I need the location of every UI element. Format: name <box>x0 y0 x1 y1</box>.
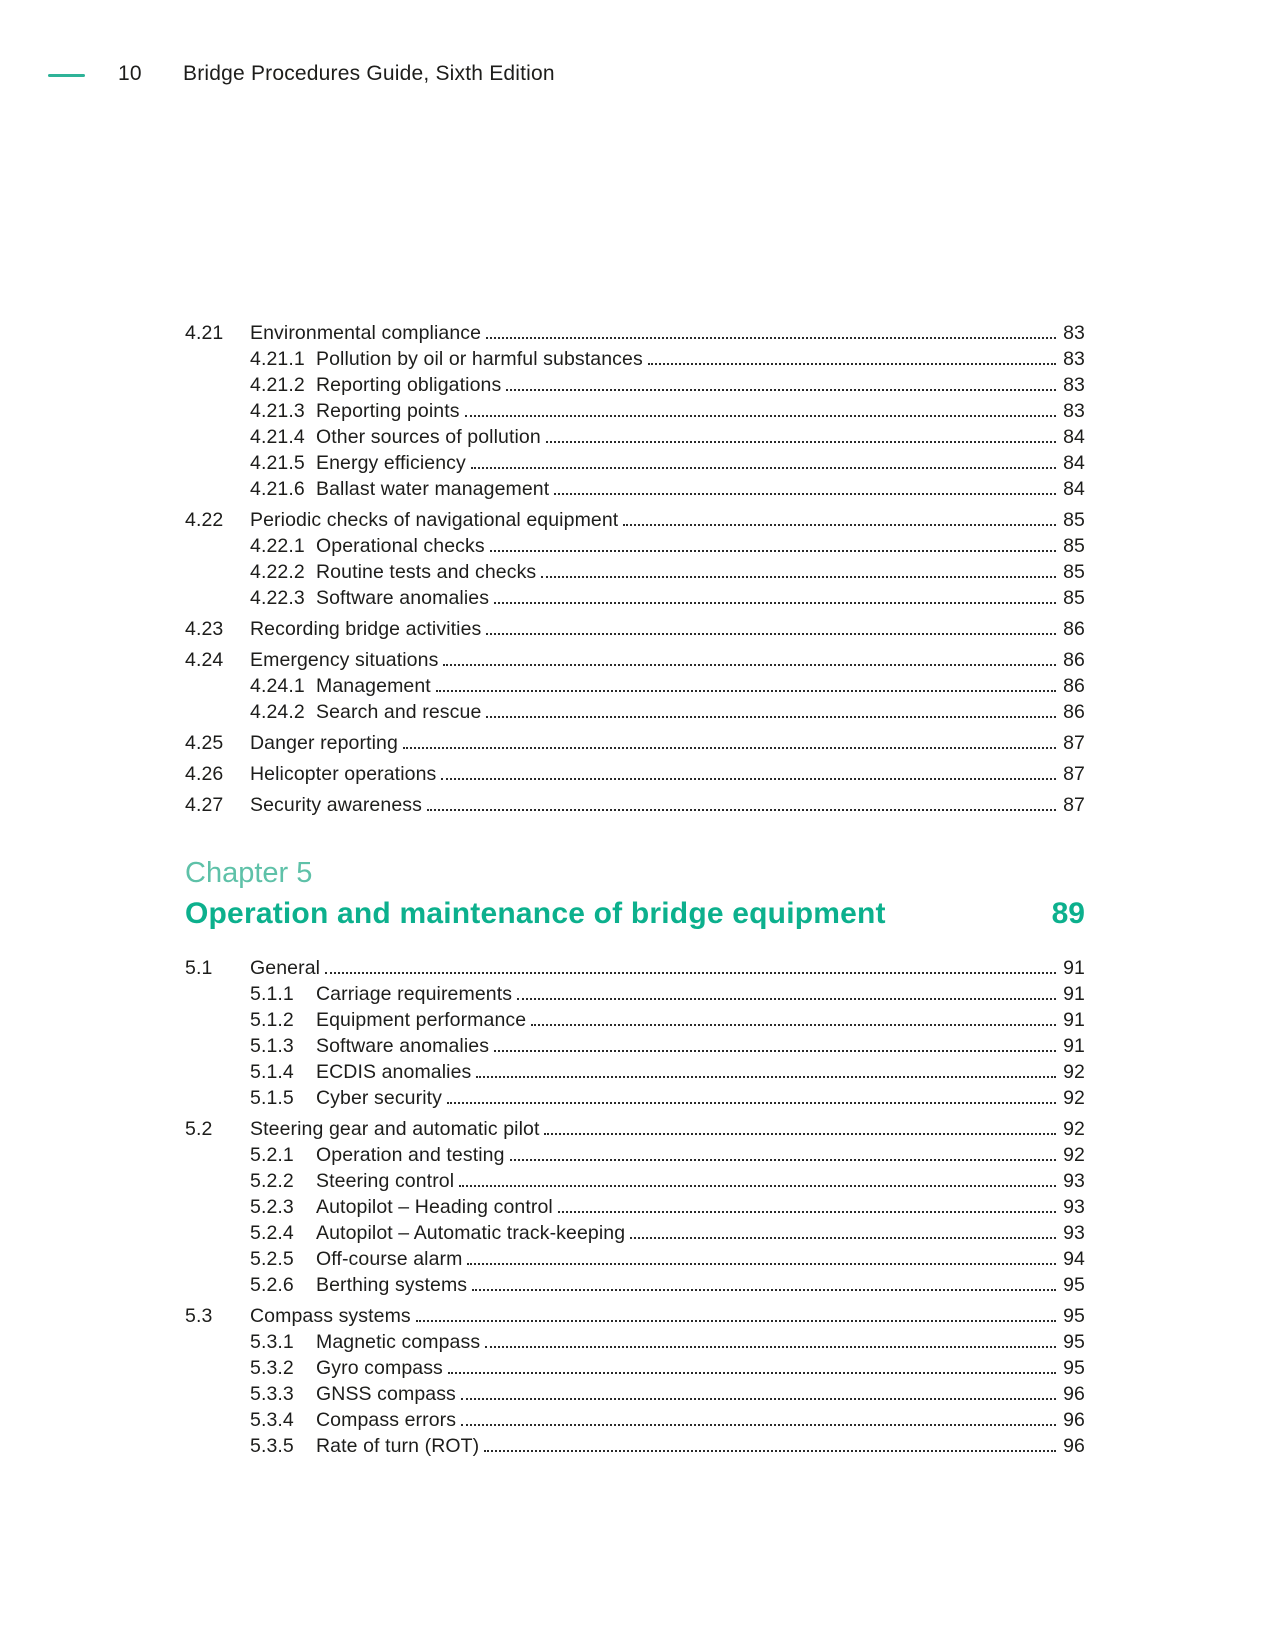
entry-title: Periodic checks of navigational equipment <box>250 509 619 531</box>
entry-number: 4.22.3 <box>250 587 305 609</box>
toc-entry <box>185 587 1085 613</box>
toc-entry <box>185 1409 1085 1435</box>
toc-entry <box>185 675 1085 701</box>
entry-title: Steering control <box>316 1169 455 1192</box>
dot-leader <box>443 664 1056 666</box>
toc-entry <box>185 426 1085 452</box>
dot-leader <box>427 809 1056 811</box>
entry-number: 5.1.2 <box>250 1008 294 1031</box>
dot-leader <box>517 998 1056 1000</box>
page-number: 10 <box>118 62 142 85</box>
toc-entry <box>185 374 1085 400</box>
toc-entry <box>185 649 1085 675</box>
toc-entry <box>185 1009 1085 1035</box>
entry-page-number: 86 <box>1063 649 1085 671</box>
entry-number: 5.3.2 <box>250 1356 294 1379</box>
chapter-title-row <box>185 897 1085 931</box>
entry-page-number: 93 <box>1063 1169 1085 1192</box>
entry-page-number: 83 <box>1063 348 1085 370</box>
dot-leader <box>472 1289 1056 1291</box>
dot-leader <box>541 576 1056 578</box>
entry-page-number: 84 <box>1063 478 1085 500</box>
chapter-heading <box>185 858 1085 931</box>
entry-title: Compass errors <box>316 1408 457 1431</box>
toc-section-4-block <box>185 322 1085 820</box>
entry-number: 5.2.3 <box>250 1195 294 1218</box>
dot-leader <box>630 1237 1056 1239</box>
toc-entry <box>185 1170 1085 1196</box>
entry-title: Emergency situations <box>250 649 439 671</box>
entry-title: Environmental compliance <box>250 322 482 344</box>
dot-leader <box>403 747 1056 749</box>
entry-title: General <box>250 956 321 979</box>
toc-entry <box>185 1248 1085 1274</box>
toc-entry <box>185 983 1085 1009</box>
entry-page-number: 85 <box>1063 561 1085 583</box>
entry-number: 5.2 <box>185 1117 213 1140</box>
entry-title: Search and rescue <box>316 701 482 723</box>
entry-number: 5.3.5 <box>250 1434 294 1457</box>
dot-leader <box>441 778 1056 780</box>
toc-section-5-block <box>185 957 1085 1461</box>
entry-page-number: 95 <box>1063 1273 1085 1296</box>
entry-title: Energy efficiency <box>316 452 466 474</box>
entry-page-number: 83 <box>1063 400 1085 422</box>
dot-leader <box>486 716 1056 718</box>
dot-leader <box>461 1398 1056 1400</box>
entry-number: 4.26 <box>185 763 224 785</box>
dot-leader <box>494 1050 1056 1052</box>
entry-page-number: 96 <box>1063 1408 1085 1431</box>
dot-leader <box>476 1076 1056 1078</box>
entry-number: 4.24 <box>185 649 224 671</box>
table-of-contents <box>185 322 1085 1461</box>
entry-page-number: 91 <box>1063 982 1085 1005</box>
entry-title: Equipment performance <box>316 1008 527 1031</box>
entry-number: 4.24.2 <box>250 701 305 723</box>
dot-leader <box>486 337 1056 339</box>
entry-page-number: 85 <box>1063 587 1085 609</box>
toc-entry <box>185 1087 1085 1113</box>
entry-page-number: 91 <box>1063 1008 1085 1031</box>
entry-title: Gyro compass <box>316 1356 443 1379</box>
dot-leader <box>471 467 1056 469</box>
entry-page-number: 85 <box>1063 509 1085 531</box>
entry-number: 5.1.3 <box>250 1034 294 1057</box>
entry-title: Reporting obligations <box>316 374 502 396</box>
entry-page-number: 86 <box>1063 701 1085 723</box>
entry-number: 4.21.3 <box>250 400 305 422</box>
entry-page-number: 86 <box>1063 618 1085 640</box>
toc-entry <box>185 1035 1085 1061</box>
entry-page-number: 95 <box>1063 1304 1085 1327</box>
entry-title: Magnetic compass <box>316 1330 481 1353</box>
entry-page-number: 84 <box>1063 452 1085 474</box>
toc-entry <box>185 794 1085 820</box>
entry-number: 4.21.1 <box>250 348 305 370</box>
entry-number: 5.2.5 <box>250 1247 294 1270</box>
toc-entry <box>185 701 1085 727</box>
entry-number: 4.21.4 <box>250 426 305 448</box>
entry-number: 5.1.4 <box>250 1060 294 1083</box>
entry-page-number: 92 <box>1063 1143 1085 1166</box>
entry-page-number: 85 <box>1063 535 1085 557</box>
entry-title: ECDIS anomalies <box>316 1060 472 1083</box>
dot-leader <box>506 389 1056 391</box>
dot-leader <box>558 1211 1056 1213</box>
entry-number: 5.2.1 <box>250 1143 294 1166</box>
dot-leader <box>465 415 1056 417</box>
entry-number: 4.21.5 <box>250 452 305 474</box>
toc-entry <box>185 618 1085 644</box>
entry-title: Danger reporting <box>250 732 398 754</box>
toc-entry <box>185 763 1085 789</box>
entry-page-number: 92 <box>1063 1117 1085 1140</box>
entry-number: 4.22.1 <box>250 535 305 557</box>
entry-title: Autopilot – Heading control <box>316 1195 553 1218</box>
toc-entry <box>185 732 1085 758</box>
dot-leader <box>459 1185 1056 1187</box>
dot-leader <box>436 690 1056 692</box>
entry-title: Cyber security <box>316 1086 443 1109</box>
entry-number: 5.3.3 <box>250 1382 294 1405</box>
toc-entry <box>185 509 1085 535</box>
entry-number: 5.3.1 <box>250 1330 294 1353</box>
entry-page-number: 92 <box>1063 1060 1085 1083</box>
toc-entry <box>185 1383 1085 1409</box>
toc-entry <box>185 1331 1085 1357</box>
entry-number: 5.1.1 <box>250 982 294 1005</box>
entry-number: 5.2.2 <box>250 1169 294 1192</box>
entry-title: Recording bridge activities <box>250 618 482 640</box>
chapter-label: Chapter 5 <box>185 857 313 889</box>
toc-entry <box>185 1357 1085 1383</box>
dot-leader <box>623 524 1056 526</box>
dot-leader <box>484 1450 1056 1452</box>
entry-page-number: 91 <box>1063 1034 1085 1057</box>
entry-number: 5.3.4 <box>250 1408 294 1431</box>
entry-page-number: 83 <box>1063 374 1085 396</box>
entry-title: Security awareness <box>250 794 422 816</box>
entry-title: Compass systems <box>250 1304 411 1327</box>
toc-entry <box>185 1435 1085 1461</box>
book-title: Bridge Procedures Guide, Sixth Edition <box>183 62 555 85</box>
entry-page-number: 83 <box>1063 322 1085 344</box>
entry-title: Off-course alarm <box>316 1247 463 1270</box>
toc-entry <box>185 478 1085 504</box>
dot-leader <box>467 1263 1056 1265</box>
dot-leader <box>490 550 1056 552</box>
entry-page-number: 86 <box>1063 675 1085 697</box>
dot-leader <box>416 1320 1056 1322</box>
entry-number: 4.22.2 <box>250 561 305 583</box>
entry-title: Software anomalies <box>316 587 490 609</box>
entry-number: 4.25 <box>185 732 224 754</box>
entry-title: Management <box>316 675 431 697</box>
toc-entry <box>185 1061 1085 1087</box>
entry-number: 5.2.4 <box>250 1221 294 1244</box>
entry-number: 4.24.1 <box>250 675 305 697</box>
entry-number: 5.2.6 <box>250 1273 294 1296</box>
entry-page-number: 91 <box>1063 956 1085 979</box>
entry-title: Helicopter operations <box>250 763 437 785</box>
entry-page-number: 93 <box>1063 1195 1085 1218</box>
entry-title: Berthing systems <box>316 1273 468 1296</box>
dot-leader <box>448 1372 1056 1374</box>
header-accent-dash <box>48 74 85 77</box>
entry-title: Steering gear and automatic pilot <box>250 1117 540 1140</box>
entry-number: 4.22 <box>185 509 224 531</box>
entry-number: 5.1.5 <box>250 1086 294 1109</box>
toc-entry <box>185 535 1085 561</box>
entry-number: 5.1 <box>185 956 213 979</box>
page-header <box>48 62 555 86</box>
toc-entry <box>185 1222 1085 1248</box>
dot-leader <box>486 633 1056 635</box>
dot-leader <box>648 363 1056 365</box>
entry-title: Operational checks <box>316 535 485 557</box>
entry-title: Software anomalies <box>316 1034 490 1057</box>
toc-entry <box>185 400 1085 426</box>
entry-page-number: 94 <box>1063 1247 1085 1270</box>
dot-leader <box>531 1024 1056 1026</box>
entry-title: Other sources of pollution <box>316 426 541 448</box>
dot-leader <box>546 441 1056 443</box>
entry-page-number: 92 <box>1063 1086 1085 1109</box>
entry-number: 4.23 <box>185 618 224 640</box>
entry-title: Carriage requirements <box>316 982 513 1005</box>
entry-number: 4.27 <box>185 794 224 816</box>
entry-page-number: 96 <box>1063 1434 1085 1457</box>
toc-entry <box>185 561 1085 587</box>
entry-number: 5.3 <box>185 1304 213 1327</box>
chapter-title: Operation and maintenance of bridge equipment <box>185 896 886 930</box>
dot-leader <box>544 1133 1056 1135</box>
toc-entry <box>185 1305 1085 1331</box>
entry-title: Routine tests and checks <box>316 561 537 583</box>
chapter-page-number: 89 <box>1051 896 1085 930</box>
entry-page-number: 87 <box>1063 763 1085 785</box>
dot-leader <box>461 1424 1056 1426</box>
entry-page-number: 93 <box>1063 1221 1085 1244</box>
entry-title: Pollution by oil or harmful substances <box>316 348 643 370</box>
entry-page-number: 95 <box>1063 1356 1085 1379</box>
entry-page-number: 96 <box>1063 1382 1085 1405</box>
toc-entry <box>185 322 1085 348</box>
entry-number: 4.21.6 <box>250 478 305 500</box>
entry-title: GNSS compass <box>316 1382 456 1405</box>
toc-entry <box>185 348 1085 374</box>
entry-page-number: 87 <box>1063 794 1085 816</box>
entry-title: Rate of turn (ROT) <box>316 1434 480 1457</box>
entry-number: 4.21.2 <box>250 374 305 396</box>
dot-leader <box>485 1346 1056 1348</box>
toc-entry <box>185 1118 1085 1144</box>
toc-entry <box>185 1144 1085 1170</box>
entry-number: 4.21 <box>185 322 224 344</box>
entry-title: Operation and testing <box>316 1143 505 1166</box>
entry-title: Autopilot – Automatic track-keeping <box>316 1221 626 1244</box>
entry-title: Ballast water management <box>316 478 550 500</box>
entry-page-number: 84 <box>1063 426 1085 448</box>
toc-entry <box>185 452 1085 478</box>
toc-entry <box>185 957 1085 983</box>
entry-page-number: 87 <box>1063 732 1085 754</box>
dot-leader <box>510 1159 1056 1161</box>
dot-leader <box>325 972 1056 974</box>
toc-entry <box>185 1274 1085 1300</box>
toc-entry <box>185 1196 1085 1222</box>
entry-page-number: 95 <box>1063 1330 1085 1353</box>
dot-leader <box>494 602 1056 604</box>
dot-leader <box>447 1102 1056 1104</box>
dot-leader <box>554 493 1056 495</box>
entry-title: Reporting points <box>316 400 460 422</box>
